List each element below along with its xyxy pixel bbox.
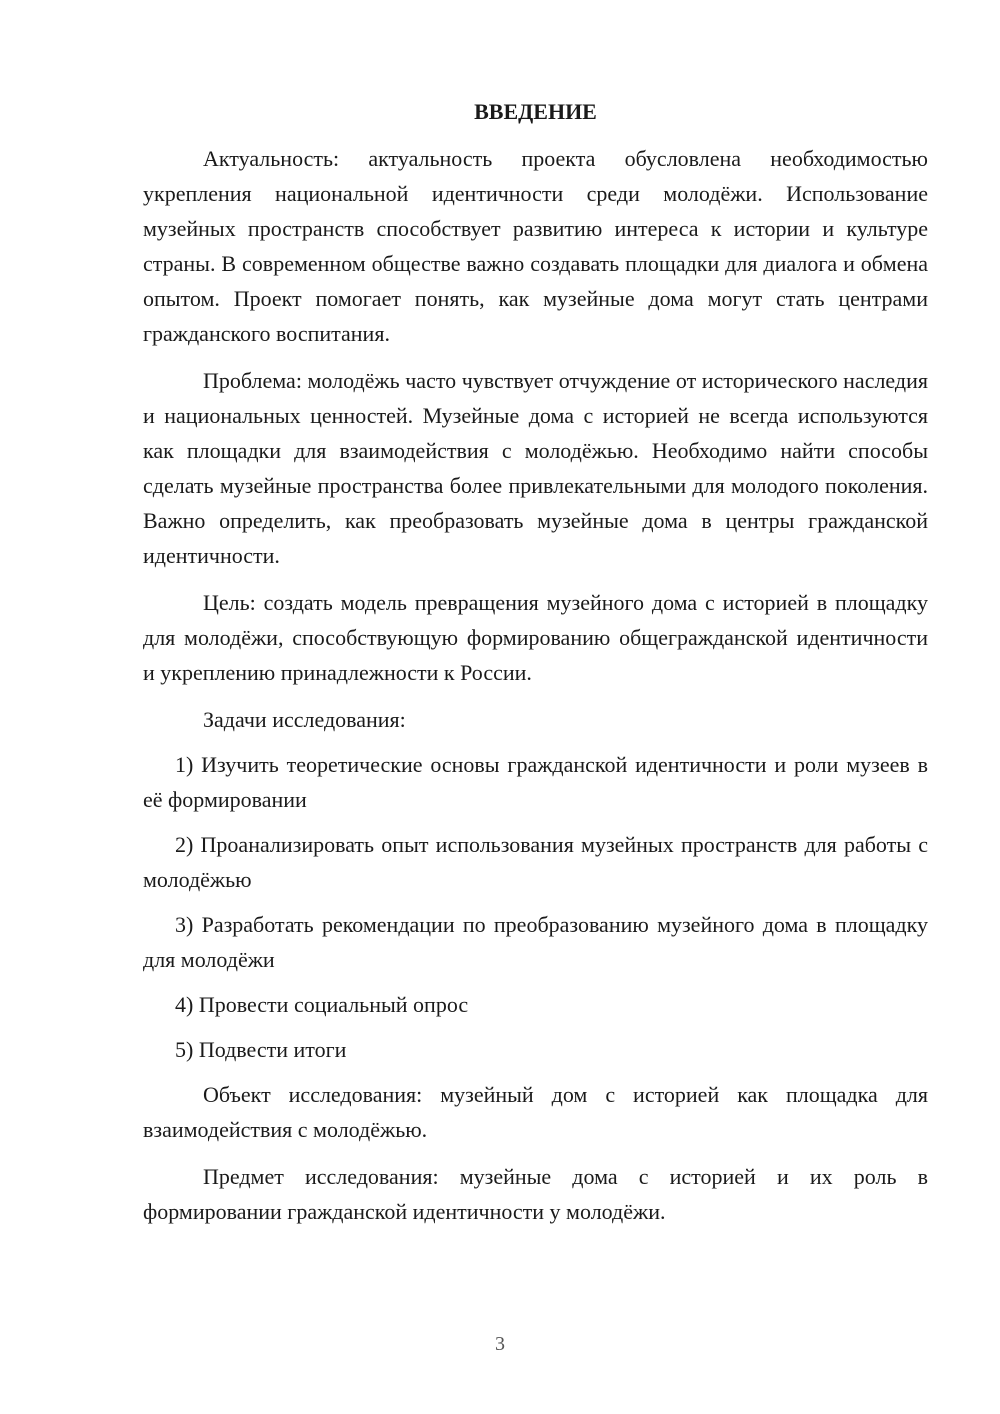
object-paragraph: Объект исследования: музейный дом с историей как площадка для взаимодействия с молодёжью. [143, 1082, 928, 1142]
relevance-paragraph: Актуальность: актуальность проекта обусловлена необходимостью укрепления национальной идентичности среди молодёжи. Использование музейных пространств способствует развитию интереса к истории и культуре страны. В современном обществе важно создавать площадки для диалога и обмена опытом. Проект помогает понять, как музейные дома могут стать центрами гражданского воспитания. [143, 146, 928, 346]
subject-paragraph: Предмет исследования: музейные дома с историей и их роль в формировании гражданской идентичности у молодёжи. [143, 1164, 928, 1224]
problem-paragraph: Проблема: молодёжь часто чувствует отчуждение от исторического наследия и национальных ценностей. Музейные дома с историей не всегда используются как площадки для взаимодействия с молодёжью. Необходимо найти способы сделать музейные пространства более привлекательными для молодого поколения. Важно определить, как преобразовать музейные дома в центры гражданской идентичности. [143, 368, 928, 568]
task-item: 5) Подвести итоги [175, 1037, 347, 1062]
tasks-heading: Задачи исследования: [203, 707, 406, 732]
tasks-list [143, 747, 928, 1067]
page-number: 3 [495, 1333, 505, 1355]
task-item: 4) Провести социальный опрос [175, 992, 469, 1017]
page-title: ВВЕДЕНИЕ [474, 99, 597, 124]
task-item: 3) Разработать рекомендации по преобразованию музейного дома в площадку для молодёжи [143, 912, 928, 972]
task-item: 2) Проанализировать опыт использования музейных пространств для работы с молодёжью [143, 832, 928, 892]
document-page [143, 94, 928, 1241]
task-item: 1) Изучить теоретические основы гражданской идентичности и роли музеев в её формировании [143, 752, 928, 812]
goal-paragraph: Цель: создать модель превращения музейного дома с историей в площадку для молодёжи, способствующую формированию общегражданской идентичности и укреплению принадлежности к России. [143, 590, 928, 685]
